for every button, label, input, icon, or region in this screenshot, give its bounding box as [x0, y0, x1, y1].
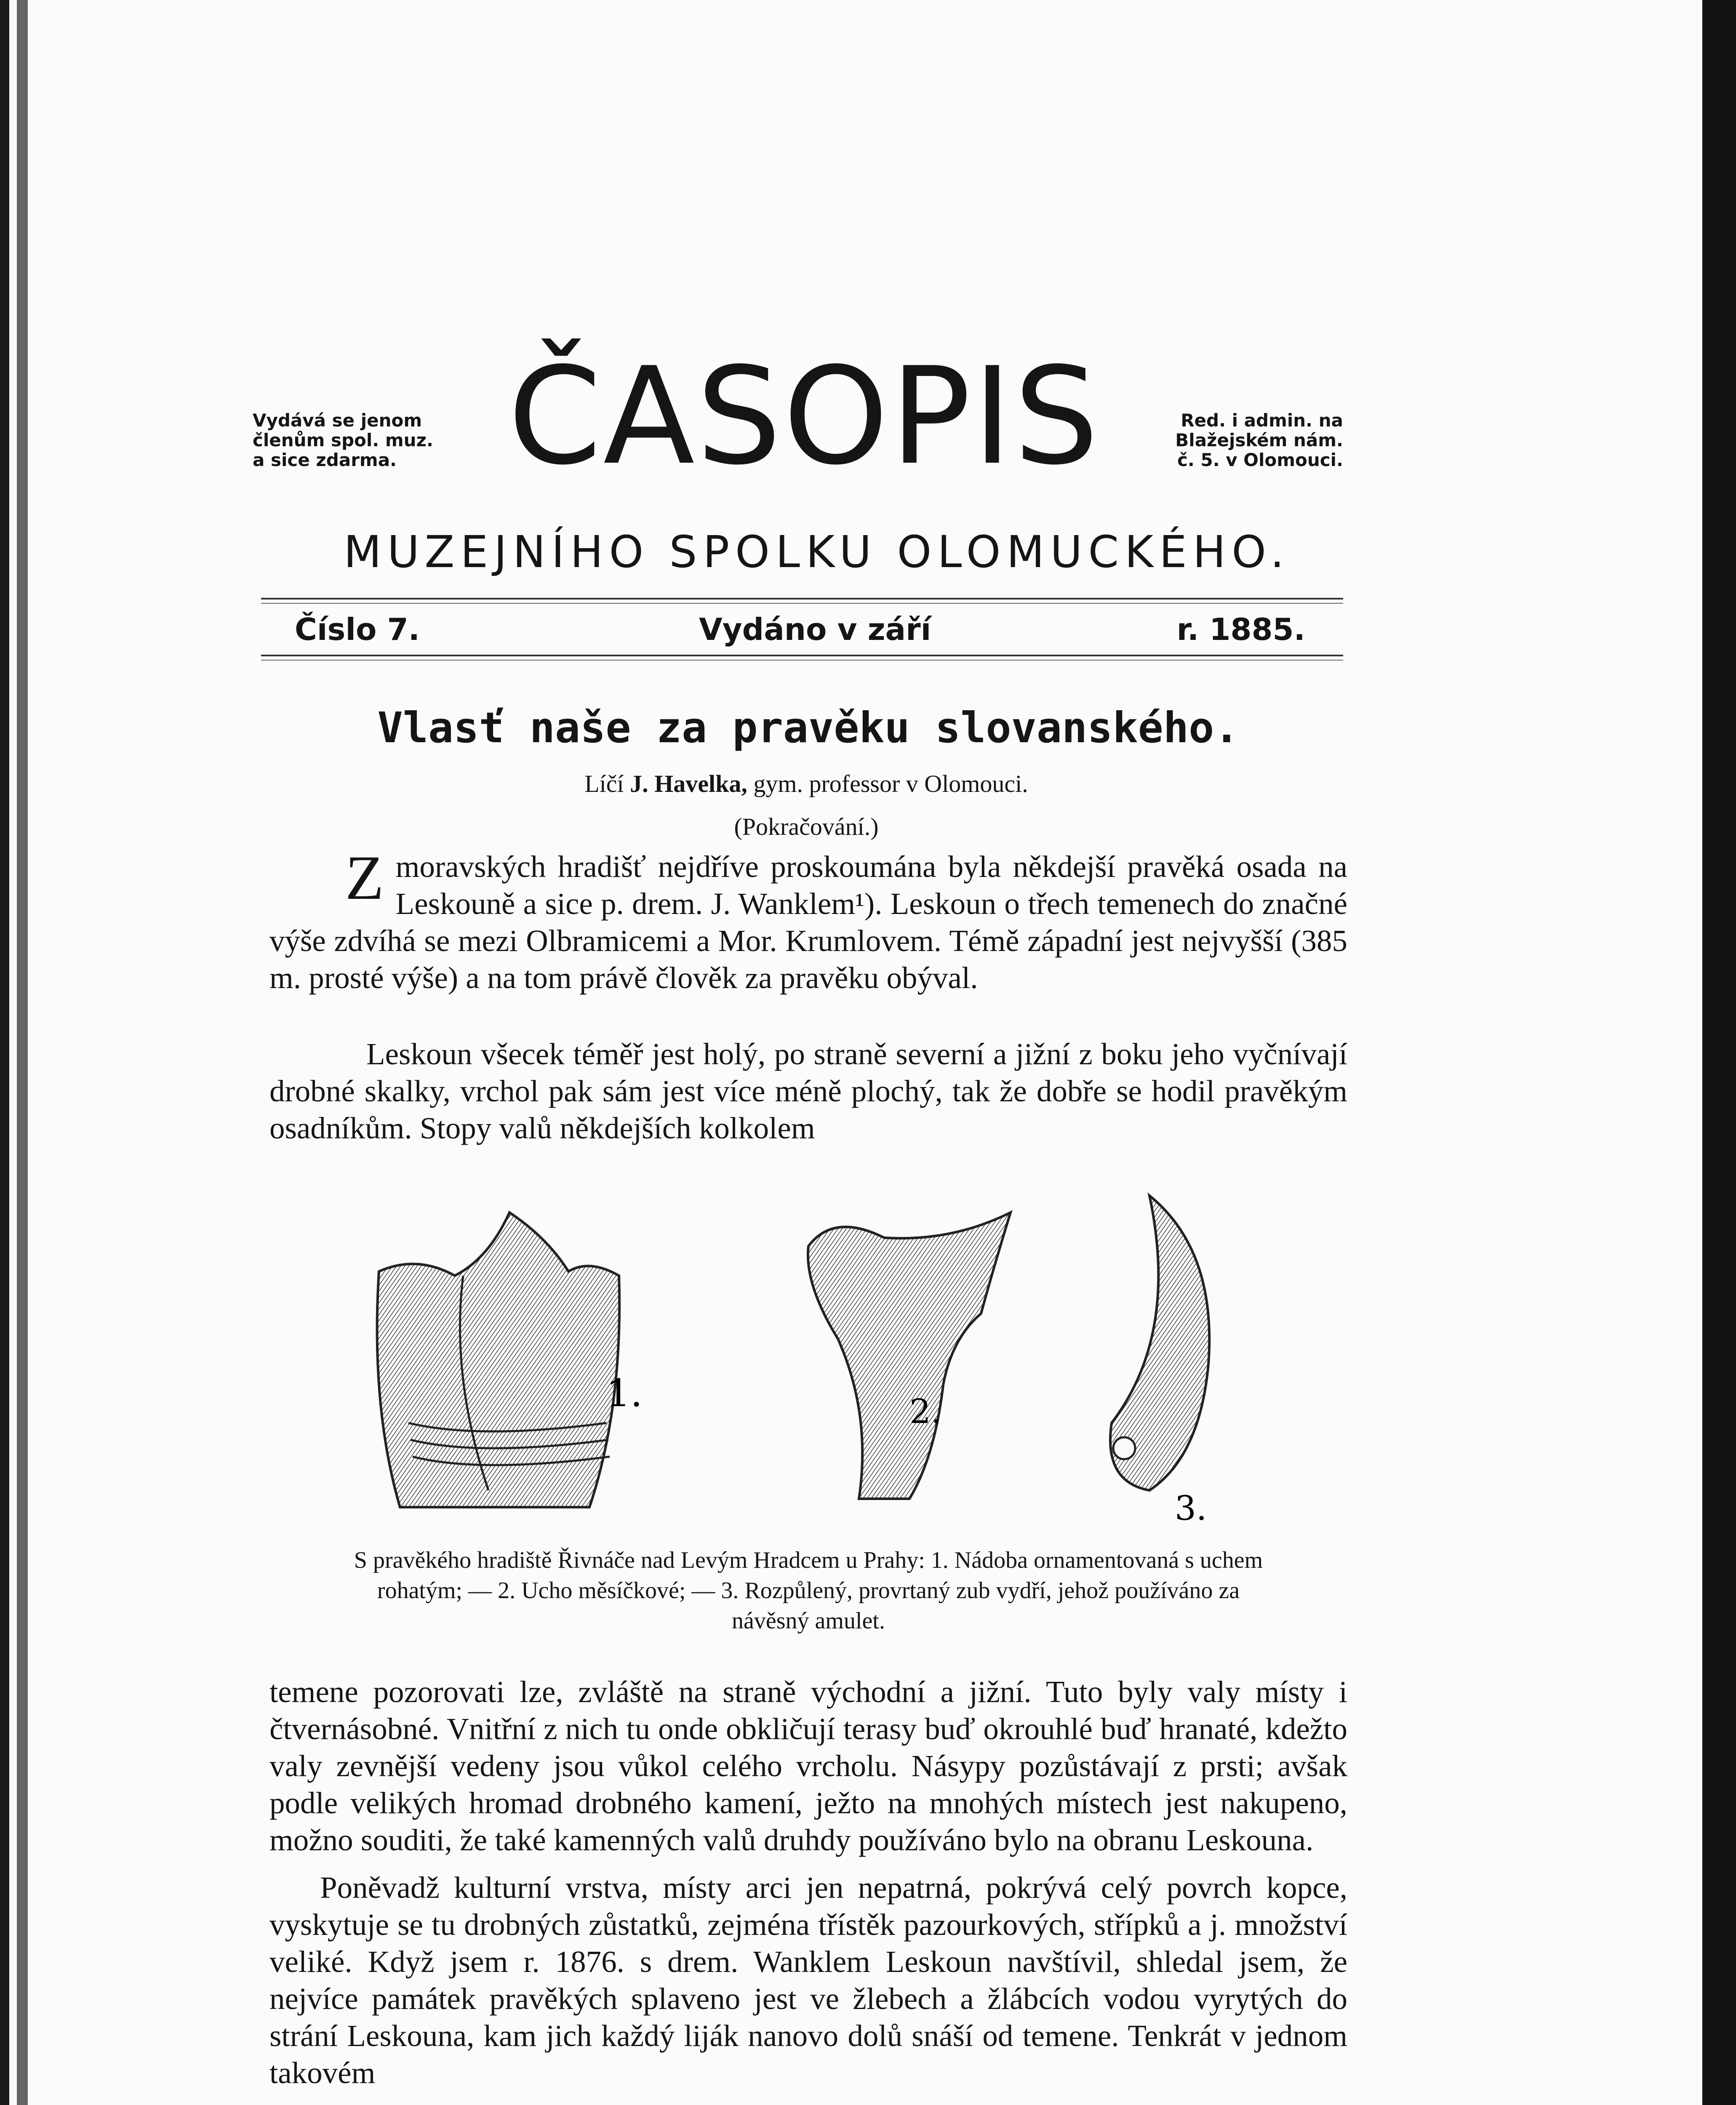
byline: [337, 770, 1276, 798]
paragraph-4: Poněvadž kulturní vrstva, místy arci jen nepatrná, pokrývá celý povrch kopce, vyskytuje se tu drobných zůstatků, zejména třístěk pazourkových, střípků a j. množství veliké. Když jsem r. 1876. s drem. Wanklem Leskoun navštívil, shledal jsem, že nejvíce památek pravěkých splaveno jest ve žlebech a žlábcích vodou vyrytých do strání Leskouna, kam jich každý liják nanovo dolů snáší od temene. Tenkrát v jednom takovém: [269, 1871, 1347, 2090]
issue-year: r. 1885.: [1176, 612, 1305, 647]
figure-label-3: 3.: [1175, 1489, 1207, 1528]
figure-label-2: 2.: [909, 1392, 942, 1431]
journal-title: ČASOPIS: [508, 338, 1101, 494]
figure-label-1: 1.: [606, 1371, 643, 1415]
paragraph-1: [269, 843, 1347, 997]
issue-bar: [295, 606, 1305, 653]
issue-number: Číslo 7.: [295, 612, 420, 647]
figure-caption: S pravěkého hradiště Řivnáče nad Levým Hradcem u Prahy: 1. Nádoba ornamentovaná s uchem rohatým; — 2. Ucho měsíčkové; — 3. Rozpůlený, provrtaný zub vydří, jehož používáno za návěsný amulet.: [354, 1547, 1263, 1634]
byline-name: J. Havelka,: [630, 770, 747, 797]
paragraph-2: Leskoun všecek téměř jest holý, po straně severní a jižní z boku jeho vyčnívají drobné skalky, vrchol pak sám jest více méně plochý, tak že dobře se hodil pravěkým osadníkům. Stopy valů někdejších kolkolem: [269, 1037, 1347, 1145]
scan-edge-left-shadow: [17, 0, 28, 2105]
continued-note: (Pokračování.): [734, 813, 879, 840]
paragraph-3: temene pozorovati lze, zvláště na straně východní a jižní. Tuto byly valy místy i čtvernásobné. Vnitřní z nich tu onde obkličují terasy buď okrouhlé buď hranaté, kdežto valy zevnější vedeny jsou vůkol celého vrcholu. Násypy pozůstávají z prsti; avšak podle velikých hromad drobného kamení, ježto na mnohých místech jest nakupeno, možno souditi, že také kamenných valů druhdy používáno bylo na obranu Leskouna.: [269, 1675, 1347, 1857]
issue-rule-top: [261, 598, 1343, 600]
byline-prefix: Líčí: [584, 770, 624, 797]
masthead-left-note: Vydává se jenom členům spol. muz. a sice zdarma.: [253, 410, 433, 471]
issue-date: Vydáno v září: [699, 612, 931, 647]
journal-subtitle: MUZEJNÍHO SPOLKU OLOMUCKÉHO.: [344, 526, 1290, 578]
masthead-right-note: Red. i admin. na Blažejském nám. č. 5. v Olomouci.: [1175, 410, 1343, 471]
scan-edge-right: [1702, 0, 1736, 2105]
issue-rule-bottom-thin: [261, 660, 1343, 661]
tooth-amulet-illustration: [1110, 1196, 1209, 1528]
scan-edge-left: [0, 0, 9, 2105]
issue-rule-bottom: [261, 655, 1343, 656]
byline-suffix: gym. professor v Olomouci.: [753, 770, 1028, 797]
dropcap: Z: [345, 843, 384, 913]
artifact-figure: [312, 1187, 1297, 1532]
paragraph-1-text: moravských hradišť nejdříve proskoumána byla někdejší pravěká osada na Leskouně a sice p. drem. J. Wanklem¹). Leskoun o třech temenech do značné výše zdvíhá se mezi Olbramicemi a Mor. Krumlovem. Témě západní jest nejvyšší (385 m. prosté výše) a na tom právě člověk za pravěku obýval.: [269, 850, 1347, 995]
vessel-illustration: [377, 1212, 643, 1507]
issue-rule-top-thin: [261, 603, 1343, 604]
article-title: Vlasť naše za pravěku slovanského.: [377, 703, 1240, 752]
handle-illustration: [808, 1212, 1011, 1499]
